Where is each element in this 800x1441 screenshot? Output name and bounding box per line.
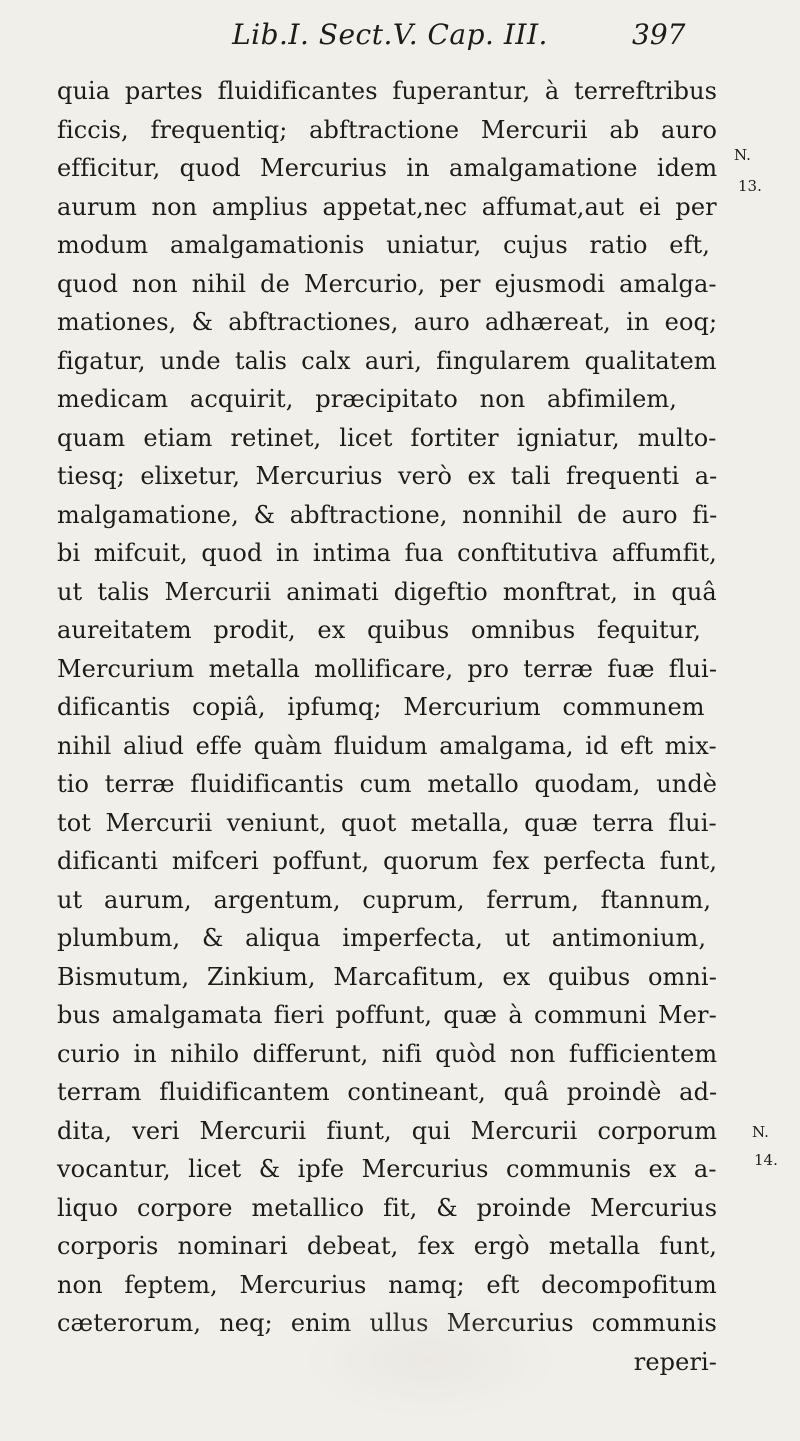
text-line: aureitatem prodit, ex quibus omnibus fequitur, — [57, 616, 702, 644]
text-line: medicam acquirit, præcipitato non abfimilem, — [57, 385, 677, 413]
running-head: Lib.I. Sect.V. Cap. III. — [232, 18, 548, 51]
text-line: ut talis Mercurii animati digeftio monftrat, in quâ — [57, 577, 717, 606]
text-line: nihil aliud effe quàm fluidum amalgama, id eft mix- — [57, 731, 717, 760]
text-line: dificantis copiâ, ipfumq; Mercurium communem — [57, 693, 705, 721]
text-line: figatur, unde talis calx auri, fingularem qualitatem — [57, 346, 717, 375]
text-line: Bismutum, Zinkium, Marcafitum, ex quibus omni- — [57, 962, 717, 991]
text-line: bi mifcuit, quod in intima fua conftitutiva affumfit, — [57, 539, 717, 567]
text-line: efficitur, quod Mercurius in amalgamatione idem — [57, 154, 718, 182]
text-line: tiesq; elixetur, Mercurius verò ex tali frequenti a- — [57, 462, 718, 490]
text-line: bus amalgamata fieri poffunt, quæ à communi Mer- — [57, 1001, 717, 1029]
text-line: tot Mercurii veniunt, quot metalla, quæ terra flui- — [57, 808, 717, 837]
text-line: terram fluidificantem contineant, quâ proindè ad- — [57, 1078, 718, 1106]
paper-stain — [300, 1300, 560, 1420]
text-line: ut aurum, argentum, cuprum, ferrum, ftannum, — [57, 885, 712, 914]
text-line: modum amalgamationis uniatur, cujus ratio eft, — [57, 231, 711, 259]
text-line: dita, veri Mercurii fiunt, qui Mercurii corporum — [57, 1116, 718, 1145]
margin-note: N. — [752, 1123, 769, 1141]
text-line: dificanti mifceri poffunt, quorum fex perfecta funt, — [57, 847, 718, 875]
text-line: aurum non amplius appetat,nec affumat,aut ei per — [57, 192, 717, 221]
text-line: Mercurium metalla mollificare, pro terræ fuæ flui- — [57, 654, 718, 683]
text-line: corporis nominari debeat, fex ergò metalla funt, — [57, 1232, 717, 1260]
margin-note: N. — [734, 146, 751, 164]
text-line: quod non nihil de Mercurio, per ejusmodi amalga- — [57, 269, 717, 298]
page-number: 397 — [632, 18, 686, 51]
text-line: quia partes fluidificantes fuperantur, à terreftribus — [57, 77, 718, 105]
text-line: ficcis, frequentiq; abftractione Mercurii ab auro — [57, 115, 718, 144]
text-line: vocantur, licet & ipfe Mercurius communis ex a- — [57, 1155, 717, 1183]
text-line: non feptem, Mercurius namq; eft decompofitum — [57, 1270, 717, 1299]
text-line: curio in nihilo differunt, nifi quòd non fufficientem — [57, 1039, 718, 1068]
margin-note: 13. — [738, 177, 762, 195]
text-line: plumbum, & aliqua imperfecta, ut antimonium, — [57, 924, 707, 952]
text-line: cæterorum, neq; enim ullus Mercurius communis — [57, 1309, 717, 1337]
text-line: tio terræ fluidificantis cum metallo quodam, undè — [57, 770, 718, 798]
text-line: malgamatione, & abftractione, nonnihil de auro fi- — [57, 500, 718, 529]
text-line: liquo corpore metallico fit, & proinde Mercurius — [57, 1193, 718, 1222]
catchword: reperi- — [633, 1347, 717, 1376]
text-line: quam etiam retinet, licet fortiter igniatur, multo- — [57, 423, 717, 452]
text-line: mationes, & abftractiones, auro adhæreat, in eoq; — [57, 308, 718, 336]
margin-note: 14. — [754, 1151, 778, 1169]
